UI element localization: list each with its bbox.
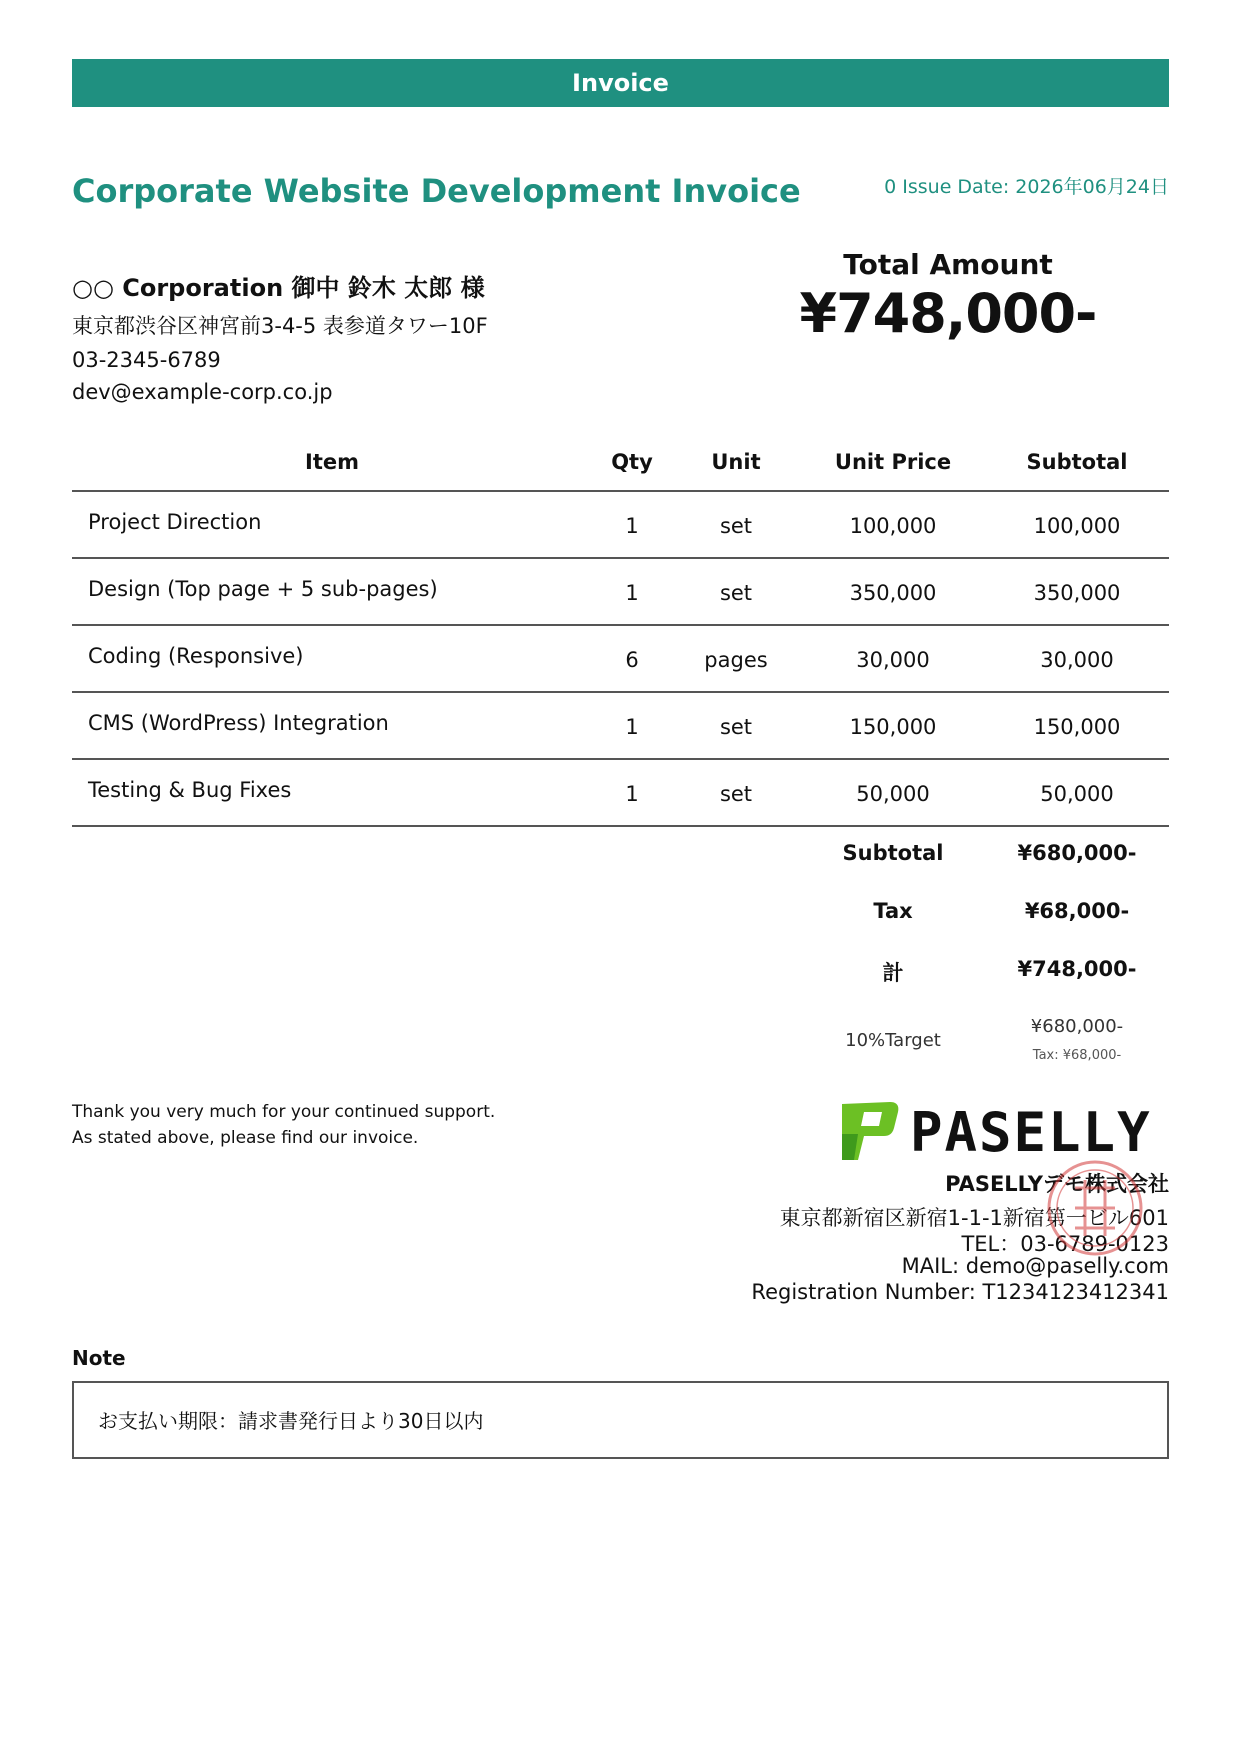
thanks-line-2: As stated above, please find our invoice.: [72, 1128, 419, 1148]
table-cell-item: Coding (Responsive): [88, 644, 304, 668]
note-label: Note: [72, 1346, 126, 1370]
issuer-mail: MAIL: demo@paselly.com: [901, 1254, 1169, 1278]
table-row-rule: [72, 557, 1169, 559]
table-cell-unit-price: 100,000: [849, 514, 937, 538]
note-text: お支払い期限：請求書発行日より30日以内: [98, 1409, 484, 1433]
table-row-rule: [72, 624, 1169, 626]
table-cell-qty: 1: [625, 581, 639, 605]
table-row-rule: [72, 758, 1169, 760]
summary-total-label: 計: [882, 961, 904, 985]
table-cell-qty: 6: [625, 648, 639, 672]
summary-tax-value: ¥68,000-: [1024, 899, 1130, 923]
tax-target-label: 10%Target: [845, 1030, 941, 1051]
document-banner: Invoice: [72, 59, 1169, 107]
table-cell-subtotal: 150,000: [1033, 715, 1121, 739]
summary-total-value: ¥748,000-: [1017, 957, 1137, 981]
table-cell-unit: set: [719, 581, 753, 605]
total-amount-value: ¥748,000-: [799, 282, 1097, 345]
issuer-address: 東京都新宿区新宿1-1-1新宿第一ビル601: [779, 1206, 1169, 1230]
client-name: ○○ Corporation 御中 鈴木 太郎 様: [72, 274, 485, 302]
total-amount-label: Total Amount: [843, 248, 1053, 281]
issuer-registration-number: Registration Number: T1234123412341: [751, 1280, 1169, 1304]
table-cell-unit: set: [719, 715, 753, 739]
paselly-logo-mark-icon: [842, 1102, 898, 1160]
summary-tax-label: Tax: [873, 899, 913, 923]
table-header-rule: [72, 490, 1169, 492]
column-header-qty: Qty: [611, 450, 653, 474]
table-cell-qty: 1: [625, 782, 639, 806]
client-address: 東京都渋谷区神宮前3-4-5 表参道タワー10F: [72, 314, 488, 338]
table-cell-item: Testing & Bug Fixes: [88, 778, 292, 802]
table-cell-subtotal: 100,000: [1033, 514, 1121, 538]
tax-target-tax: Tax: ¥68,000-: [1032, 1048, 1122, 1063]
table-cell-subtotal: 30,000: [1040, 648, 1114, 672]
table-cell-unit: pages: [704, 648, 768, 672]
table-cell-unit: set: [719, 782, 753, 806]
table-cell-unit-price: 150,000: [849, 715, 937, 739]
table-cell-subtotal: 350,000: [1033, 581, 1121, 605]
table-cell-item: Project Direction: [88, 510, 262, 534]
table-row-rule: [72, 691, 1169, 693]
paselly-logo-text: PASELLY: [910, 1101, 1152, 1164]
column-header-unit-price: Unit Price: [834, 450, 952, 474]
issuer-company-name: PASELLYデモ株式会社: [945, 1172, 1169, 1196]
summary-subtotal-value: ¥680,000-: [1017, 841, 1137, 865]
table-cell-qty: 1: [625, 514, 639, 538]
table-cell-subtotal: 50,000: [1040, 782, 1114, 806]
issuer-tel: TEL：03-6789-0123: [961, 1232, 1169, 1256]
summary-subtotal-label: Subtotal: [842, 841, 944, 865]
thanks-line-1: Thank you very much for your continued support.: [72, 1102, 496, 1122]
paselly-logo: [838, 1098, 1168, 1164]
tax-target-amount: ¥680,000-: [1030, 1016, 1124, 1037]
client-email: dev@example-corp.co.jp: [72, 380, 333, 404]
table-bottom-rule: [72, 825, 1169, 827]
table-cell-unit: set: [719, 514, 753, 538]
table-cell-item: CMS (WordPress) Integration: [88, 711, 389, 735]
client-phone: 03-2345-6789: [72, 348, 221, 372]
table-cell-qty: 1: [625, 715, 639, 739]
column-header-subtotal: Subtotal: [1026, 450, 1128, 474]
column-header-item: Item: [305, 450, 359, 474]
document-title: Corporate Website Development Invoice: [72, 172, 801, 210]
table-cell-item: Design (Top page + 5 sub-pages): [88, 577, 438, 601]
table-cell-unit-price: 50,000: [856, 782, 930, 806]
company-seal-stamp-icon: [1045, 1158, 1145, 1258]
table-cell-unit-price: 30,000: [856, 648, 930, 672]
issue-date: 0 Issue Date: 2026年06月24日: [884, 176, 1169, 198]
table-cell-unit-price: 350,000: [849, 581, 937, 605]
column-header-unit: Unit: [711, 450, 761, 474]
